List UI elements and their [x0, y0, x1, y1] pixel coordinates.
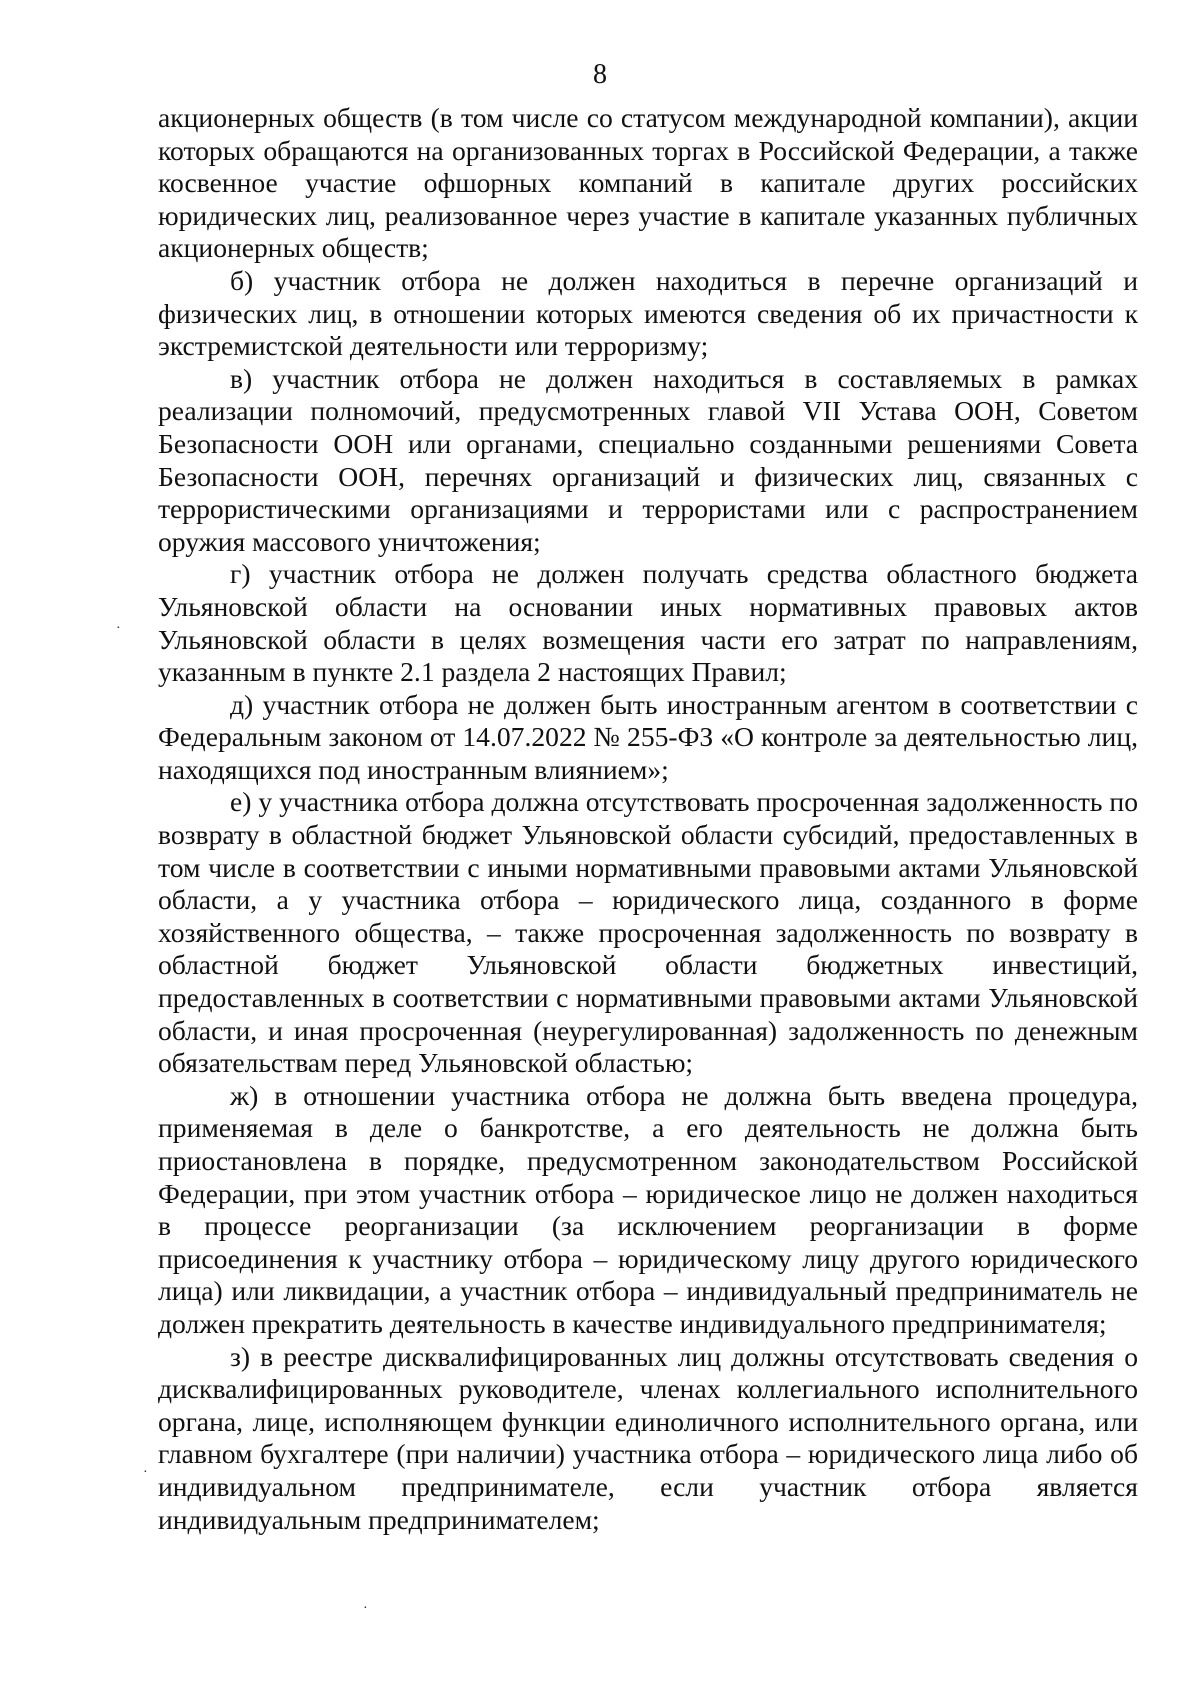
paragraph-item-b: б) участник отбора не должен находиться в перечне организаций и физических лиц, в отношении которых имеются сведения об их причастности к экстремистской деятельности или терроризму;: [158, 264, 1138, 362]
paragraph-item-v: в) участник отбора не должен находиться в составляемых в рамках реализации полномочий, предусмотренных главой VII Устава ООН, Советом Безопасности ООН или органами, специально созданными решениями Совета Безопасности ООН, перечнях организаций и физических лиц, связанных с террористическими организациями и террористами или с распространением оружия массового уничтожения;: [158, 362, 1138, 557]
page-number: 8: [593, 59, 607, 90]
paragraph-item-d: д) участник отбора не должен быть иностранным агентом в соответствии с Федеральным законом от 14.07.2022 № 255-ФЗ «О контроле за деятельностью лиц, находящихся под иностранным влиянием»;: [158, 688, 1138, 785]
paragraph-item-g: г) участник отбора не должен получать средства областного бюджета Ульяновской области на основании иных нормативных правовых актов Ульяновской области в целях возмещения части его затрат по направлениям, указанным в пункте 2.1 раздела 2 настоящих Правил;: [158, 558, 1138, 688]
document-body: [158, 102, 1138, 1536]
paragraph-continuation: акционерных обществ (в том числе со статусом международной компании), акции которых обращаются на организованных торгах в Российской Федерации, а также косвенное участие офшорных компаний в капитале других российских юридических лиц, реализованное через участие в капитале указанных публичных акционерных обществ;: [158, 102, 1138, 264]
scan-speck: ·: [363, 1601, 368, 1616]
paragraph-item-z: з) в реестре дисквалифицированных лиц должны отсутствовать сведения о дисквалифицированных руководителе, членах коллегиального исполнительного органа, лице, исполняющем функции единоличного исполнительного органа, или главном бухгалтере (при наличии) участника отбора – юридического лица либо об индивидуальном предпринимателе, если участник отбора является индивидуальным предпринимателем;: [158, 1340, 1138, 1535]
scan-speck: ·: [143, 1465, 148, 1480]
paragraph-item-zh: ж) в отношении участника отбора не должна быть введена процедура, применяемая в деле о банкротстве, а его деятельность не должна быть приостановлена в порядке, предусмотренном законодательством Российской Федерации, при этом участник отбора – юридическое лицо не должен находиться в процессе реорганизации (за исключением реорганизации в форме присоединения к участнику отбора – юридическому лицу другого юридического лица) или ликвидации, а участник отбора – индивидуальный предприниматель не должен прекратить деятельность в качестве индивидуального предпринимателя;: [158, 1079, 1138, 1339]
scan-speck: ·: [116, 621, 121, 636]
paragraph-item-e: е) у участника отбора должна отсутствовать просроченная задолженность по возврату в областной бюджет Ульяновской области субсидий, предоставленных в том числе в соответствии с иными нормативными правовыми актами Ульяновской области, а у участника отбора – юридического лица, созданного в форме хозяйственного общества, – также просроченная задолженность по возврату в областной бюджет Ульяновской области бюджетных инвестиций, предоставленных в соответствии с нормативными правовыми актами Ульяновской области, и иная просроченная (неурегулированная) задолженность по денежным обязательствам перед Ульяновской областью;: [158, 786, 1138, 1079]
